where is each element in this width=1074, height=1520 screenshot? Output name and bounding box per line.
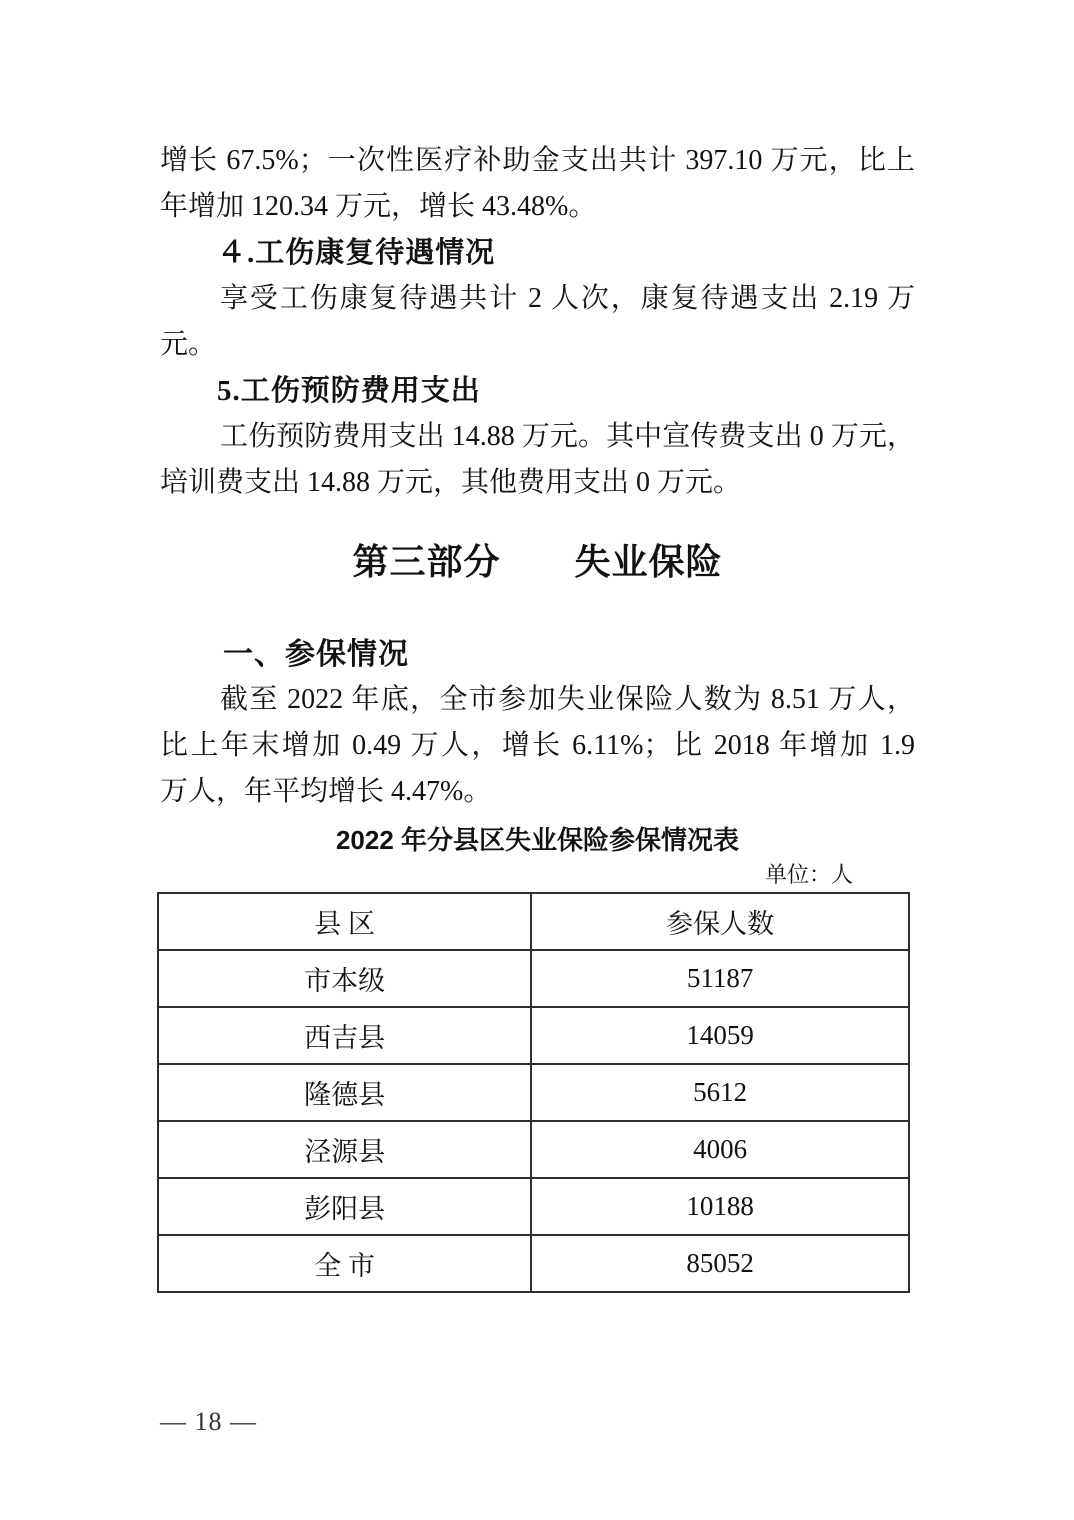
- heading-prevention-expense: 5.工伤预防费用支出: [217, 375, 481, 407]
- enrollment-cell: 51187: [531, 950, 909, 1007]
- body-line: 工伤预防费用支出 14.88 万元。其中宣传费支出 0 万元，: [220, 421, 915, 452]
- county-cell: 彭阳县: [158, 1178, 531, 1235]
- section-title: 第三部分 失业保险: [352, 542, 723, 582]
- enrollment-cell: 5612: [531, 1064, 909, 1121]
- paragraph-prevention: [160, 414, 915, 506]
- enrollment-cell: 10188: [531, 1178, 909, 1235]
- body-line: 增长 67.5%；一次性医疗补助金支出共计 397.10 万元，比上: [160, 145, 915, 176]
- enrollment-cell: 85052: [531, 1235, 909, 1292]
- subsection-heading: 一、参保情况: [223, 638, 409, 671]
- body-line: 比上年末增加 0.49 万人，增长 6.11%；比 2018 年增加 1.9: [160, 730, 915, 761]
- county-cell: 泾源县: [158, 1121, 531, 1178]
- table-row: [158, 1235, 909, 1292]
- table-row: [158, 1178, 909, 1235]
- enrollment-cell: 14059: [531, 1007, 909, 1064]
- body-line: 培训费支出 14.88 万元，其他费用支出 0 万元。: [160, 467, 742, 498]
- paragraph-enrollment: [160, 677, 915, 815]
- county-cell: 隆德县: [158, 1064, 531, 1121]
- body-line: 享受工伤康复待遇共计 2 人次，康复待遇支出 2.19 万: [220, 283, 915, 314]
- body-line: 年增加 120.34 万元，增长 43.48%。: [160, 191, 597, 222]
- body-line: 元。: [160, 329, 217, 360]
- body-line: 万人，年平均增长 4.47%。: [160, 776, 492, 807]
- county-cell: 西吉县: [158, 1007, 531, 1064]
- enrollment-table: [157, 892, 910, 1293]
- table-row: [158, 1007, 909, 1064]
- table-header-row: [158, 893, 909, 950]
- document-content: [160, 138, 915, 1293]
- table-title: 2022 年分县区失业保险参保情况表: [335, 825, 740, 855]
- page-number: — 18 —: [160, 1407, 257, 1436]
- col-header-enrollment: 参保人数: [531, 893, 909, 950]
- table-row: [158, 1064, 909, 1121]
- county-cell: 市本级: [158, 950, 531, 1007]
- paragraph-rehab: [160, 276, 915, 368]
- body-line: 截至 2022 年底，全市参加失业保险人数为 8.51 万人，: [220, 684, 915, 715]
- table-row: [158, 950, 909, 1007]
- heading-rehab-benefits: ４.工伤康复待遇情况: [217, 237, 496, 269]
- col-header-county: 县 区: [158, 893, 531, 950]
- county-cell: 全 市: [158, 1235, 531, 1292]
- enrollment-cell: 4006: [531, 1121, 909, 1178]
- paragraph-carryover: [160, 138, 915, 230]
- unit-label: 单位：人: [764, 862, 853, 887]
- table-row: [158, 1121, 909, 1178]
